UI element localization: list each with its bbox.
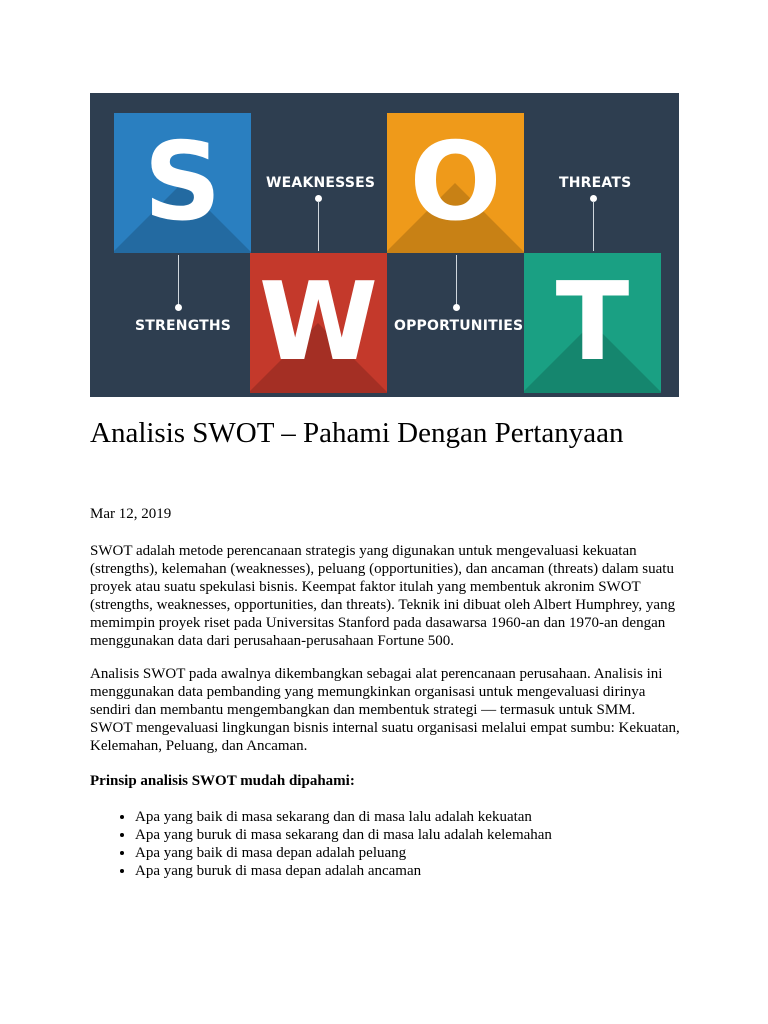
swot-banner-image bbox=[90, 93, 679, 397]
label-strengths: STRENGTHS bbox=[135, 318, 232, 334]
tile-o bbox=[387, 113, 524, 253]
label-weaknesses: WEAKNESSES bbox=[266, 175, 376, 191]
paragraph-origin: Analisis SWOT pada awalnya dikembangkan sebagai alat perencanaan perusahaan. Analisis ini menggunakan data pembanding yang memungkinkan organisasi untuk mengevaluasi dirinya sendiri dan membantu mengembangkan dan membentuk strategi — termasuk untuk SMM. SWOT mengevaluasi lingkungan bisnis internal suatu organisasi melalui empat sumbu: Kekuatan, Kelemahan, Peluang, dan Ancaman. bbox=[90, 666, 680, 754]
list-item: • Apa yang buruk di masa depan adalah ancaman bbox=[135, 862, 552, 880]
list-item: • Apa yang baik di masa depan adalah peluang bbox=[135, 844, 552, 862]
letter-s: S bbox=[143, 120, 222, 245]
principles-list bbox=[90, 808, 552, 880]
connector-dot bbox=[175, 304, 182, 311]
connector-line bbox=[178, 255, 179, 305]
connector-dot bbox=[453, 304, 460, 311]
post-date: Mar 12, 2019 bbox=[90, 506, 172, 522]
label-opportunities: OPPORTUNITIES bbox=[394, 318, 524, 334]
letter-t: T bbox=[555, 260, 630, 385]
paragraph-intro: SWOT adalah metode perencanaan strategis yang digunakan untuk mengevaluasi kekuatan (strengths), kelemahan (weaknesses), peluang (opportunities), dan ancaman (threats) dalam suatu proyek atau suatu spekulasi bisnis. Keempat faktor itulah yang membentuk akronim SWOT (strengths, weaknesses, opportunities, dan threats). Teknik ini dibuat oleh Albert Humphrey, yang memimpin proyek riset pada Universitas Stanford pada dasawarsa 1960-an dan 1970-an dengan menggunakan data dari perusahaan-perusahaan Fortune 500. bbox=[90, 543, 676, 649]
section-subheading: Prinsip analisis SWOT mudah dipahami: bbox=[90, 773, 355, 789]
connector-line bbox=[318, 201, 319, 251]
label-threats: THREATS bbox=[559, 175, 632, 191]
list-item: • Apa yang baik di masa sekarang dan di masa lalu adalah kekuatan bbox=[135, 808, 552, 826]
letter-w: W bbox=[258, 260, 379, 385]
tile-s bbox=[114, 113, 251, 253]
connector-line bbox=[456, 255, 457, 305]
list-item: • Apa yang buruk di masa sekarang dan di masa lalu adalah kelemahan bbox=[135, 826, 552, 844]
page-title: Analisis SWOT – Pahami Dengan Pertanyaan bbox=[90, 417, 624, 449]
connector-line bbox=[593, 201, 594, 251]
tile-t bbox=[524, 253, 661, 393]
tile-w bbox=[250, 253, 387, 393]
letter-o: O bbox=[409, 120, 502, 245]
